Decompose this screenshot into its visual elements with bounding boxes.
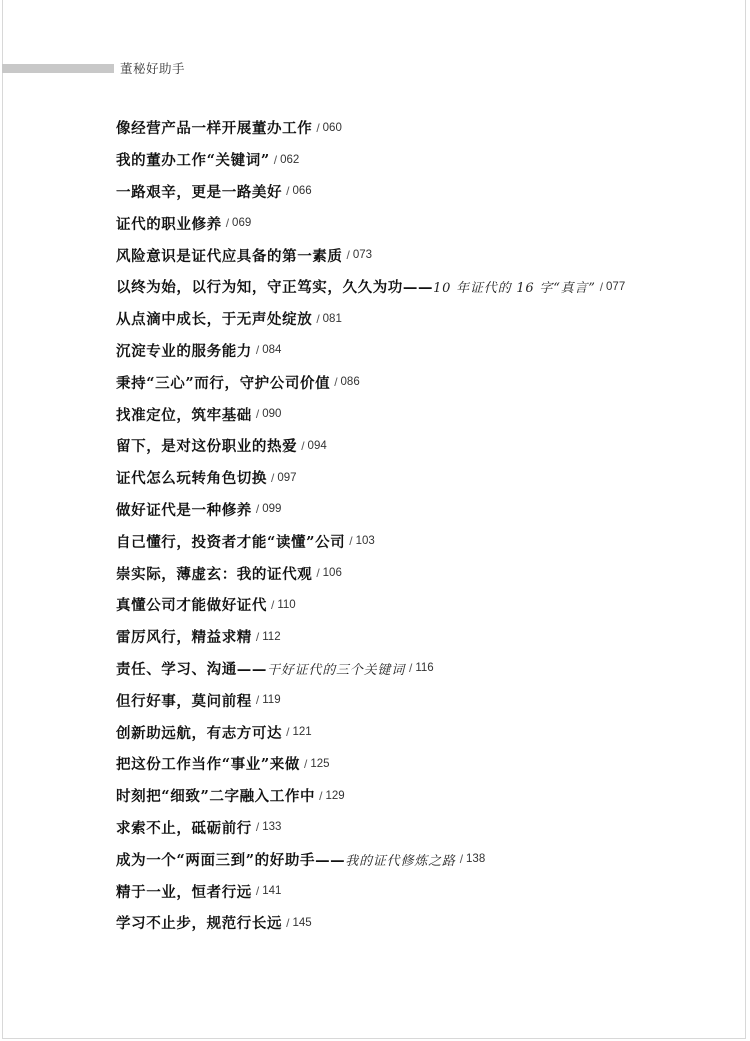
toc-entry-page-number: 116 — [415, 662, 434, 675]
toc-entry-title: 做好证代是一种修养 — [116, 501, 252, 519]
toc-entry[interactable] — [116, 653, 625, 685]
toc-entry-page-number: 145 — [292, 916, 312, 929]
running-header — [0, 58, 185, 78]
toc-entry-page-number: 077 — [606, 280, 626, 293]
toc-entry-title: 雷厉风行，精益求精 — [116, 629, 252, 647]
toc-entry-page-number: 112 — [262, 630, 281, 643]
toc-entry[interactable] — [116, 780, 625, 812]
toc-entry-separator: / — [334, 375, 338, 390]
toc-entry-page-number: 062 — [280, 153, 300, 166]
toc-entry-separator: / — [286, 725, 290, 740]
toc-entry-title: 从点滴中成长，于无声处绽放 — [116, 311, 313, 329]
toc-entry-separator: / — [319, 788, 323, 803]
toc-entry-separator: / — [255, 693, 260, 708]
toc-entry-separator: / — [255, 343, 260, 358]
toc-entry-title: 时刻把“细致”二字融入工作中 — [116, 788, 316, 806]
toc-entry[interactable] — [116, 621, 625, 653]
toc-entry[interactable] — [116, 144, 625, 176]
toc-entry-separator: / — [599, 279, 604, 294]
toc-entry-page-number: 090 — [262, 408, 282, 421]
toc-entry[interactable] — [116, 557, 625, 589]
toc-entry-subtitle: 我的证代修炼之路 — [345, 853, 456, 869]
toc-entry-title: 崇实际，薄虚玄：我的证代观 — [116, 565, 313, 583]
toc-entry-title: 但行好事，莫问前程 — [116, 692, 252, 710]
toc-entry-page-number: 125 — [310, 757, 330, 770]
toc-entry-page-number: 133 — [262, 821, 282, 834]
toc-entry-title: 一路艰辛，更是一路美好 — [116, 183, 283, 201]
toc-entry-page-number: 069 — [232, 217, 252, 230]
toc-entry-page-number: 073 — [352, 249, 373, 262]
toc-entry-page-number: 121 — [292, 726, 312, 739]
toc-entry-title: 求索不止，砥砺前行 — [116, 819, 252, 837]
toc-entry[interactable] — [116, 525, 625, 557]
toc-entry[interactable] — [116, 589, 625, 621]
toc-entry[interactable] — [116, 494, 625, 526]
toc-entry[interactable] — [116, 239, 625, 271]
toc-entry-title: 创新助远航，有志方可达 — [116, 724, 283, 742]
toc-entry-title: 秉持“三心”而行，守护公司价值 — [116, 374, 331, 392]
toc-entry[interactable] — [116, 335, 625, 367]
toc-entry-title: 沉淀专业的服务能力 — [116, 342, 252, 360]
toc-entry-separator: / — [409, 661, 413, 676]
toc-entry-page-number: 084 — [262, 344, 282, 357]
toc-entry-separator: / — [255, 502, 260, 517]
toc-entry[interactable] — [116, 684, 625, 716]
toc-entry-title: 成为一个“两面三到”的好助手—— — [116, 851, 346, 869]
toc-entry-separator: / — [273, 152, 278, 167]
toc-entry-title: 以终为始，以行为知，守正笃实，久久为功—— — [116, 279, 434, 297]
toc-entry[interactable] — [116, 303, 625, 335]
toc-entry[interactable] — [116, 430, 625, 462]
toc-entry[interactable] — [116, 843, 625, 875]
toc-entry-separator: / — [346, 248, 350, 263]
toc-entry-page-number: 094 — [307, 439, 327, 452]
table-of-contents — [116, 112, 625, 939]
toc-entry-page-number: 119 — [262, 694, 281, 707]
toc-entry-separator: / — [301, 438, 305, 453]
toc-entry-separator: / — [255, 820, 260, 835]
toc-entry-title: 学习不止步，规范行长远 — [116, 915, 283, 933]
toc-entry-page-number: 097 — [277, 471, 297, 484]
toc-entry-title: 我的董办工作“关键词” — [116, 152, 270, 170]
toc-entry-separator: / — [316, 566, 320, 581]
toc-entry-page-number: 060 — [322, 121, 342, 134]
toc-entry[interactable] — [116, 716, 625, 748]
toc-entry-separator: / — [303, 756, 308, 771]
toc-entry[interactable] — [116, 748, 625, 780]
toc-entry-page-number: 129 — [325, 789, 345, 802]
toc-entry-title: 证代的职业修养 — [116, 215, 222, 233]
toc-entry-page-number: 099 — [262, 503, 282, 516]
toc-entry[interactable] — [116, 207, 625, 239]
toc-entry[interactable] — [116, 907, 625, 939]
toc-entry-title: 风险意识是证代应具备的第一素质 — [116, 247, 343, 265]
toc-entry[interactable] — [116, 176, 625, 208]
toc-entry[interactable] — [116, 462, 625, 494]
toc-entry-page-number: 103 — [355, 535, 375, 548]
toc-entry-title: 证代怎么玩转角色切换 — [116, 470, 267, 488]
toc-entry-separator: / — [316, 311, 320, 326]
toc-entry-page-number: 081 — [322, 312, 342, 325]
toc-entry-separator: / — [286, 184, 290, 199]
toc-entry[interactable] — [116, 875, 625, 907]
header-bar — [2, 64, 114, 73]
toc-entry-subtitle: 干好证代的三个关键词 — [267, 662, 406, 678]
toc-entry[interactable] — [116, 812, 625, 844]
toc-entry[interactable] — [116, 366, 625, 398]
toc-entry-separator: / — [349, 534, 353, 549]
toc-entry-separator: / — [459, 852, 464, 867]
toc-entry[interactable] — [116, 112, 625, 144]
toc-entry-separator: / — [255, 884, 260, 899]
toc-entry[interactable] — [116, 398, 625, 430]
toc-entry-page-number: 138 — [466, 853, 486, 866]
toc-entry-title: 找准定位，筑牢基础 — [116, 406, 252, 424]
toc-entry-separator: / — [316, 120, 320, 135]
toc-entry[interactable] — [116, 271, 625, 303]
toc-entry-title: 像经营产品一样开展董办工作 — [116, 120, 313, 138]
toc-entry-separator: / — [271, 470, 275, 485]
toc-entry-separator: / — [225, 216, 230, 231]
toc-entry-separator: / — [271, 597, 275, 612]
toc-entry-page-number: 066 — [292, 185, 312, 198]
header-title: 董秘好助手 — [120, 61, 186, 76]
toc-entry-subtitle: 10 年证代的 16 字“真言” — [433, 281, 596, 297]
toc-entry-page-number: 086 — [340, 376, 360, 389]
toc-entry-title: 责任、学习、沟通—— — [116, 660, 267, 678]
toc-entry-title: 把这份工作当作“事业”来做 — [116, 756, 300, 774]
toc-entry-title: 自己懂行，投资者才能“读懂”公司 — [116, 533, 346, 551]
toc-entry-page-number: 110 — [277, 598, 296, 611]
toc-entry-title: 精于一业，恒者行远 — [116, 883, 252, 901]
toc-entry-title: 留下，是对这份职业的热爱 — [116, 438, 298, 456]
toc-entry-title: 真懂公司才能做好证代 — [116, 597, 267, 615]
toc-entry-separator: / — [255, 629, 260, 644]
toc-entry-page-number: 141 — [262, 885, 282, 898]
toc-entry-separator: / — [255, 407, 260, 422]
toc-entry-page-number: 106 — [322, 567, 342, 580]
toc-entry-separator: / — [286, 915, 290, 930]
